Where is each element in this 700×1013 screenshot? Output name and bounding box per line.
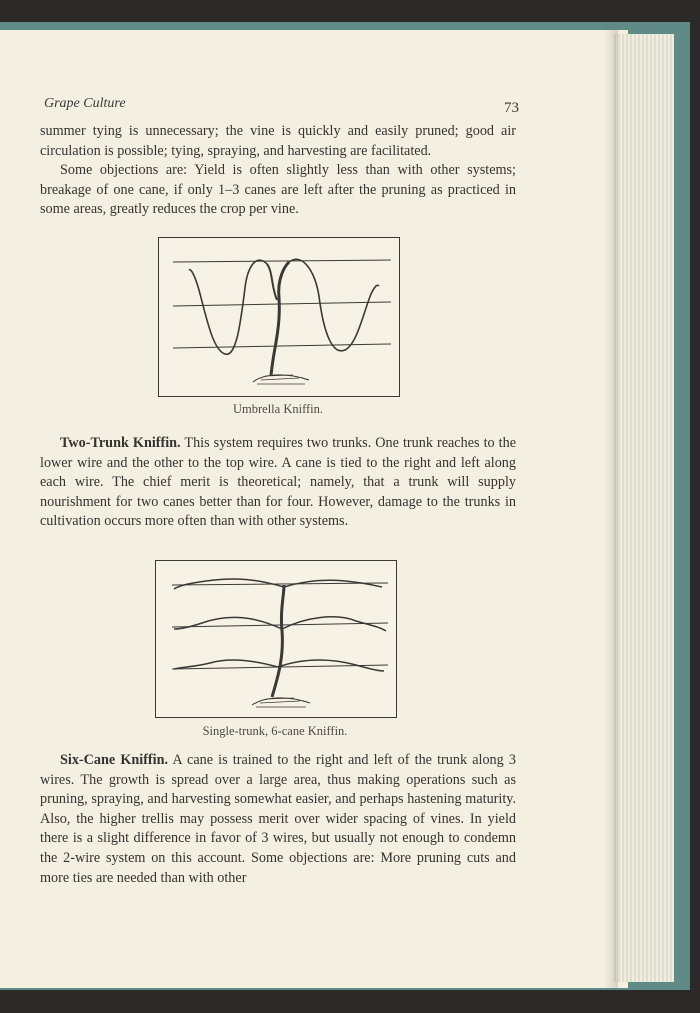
paragraph-3-body: This system requires two trunks. One trunk reaches to the lower wire and the other to the top wire. A cane is tied to the right and left along each wire. The chief merit is theoretical; namely, that a trunk will supply nourishment for two canes better than for four. However, damage to the trunks in cultivation occurs more often than with other systems.	[40, 435, 516, 530]
middle-wire	[172, 623, 388, 627]
left-cane	[189, 260, 267, 354]
ground-mound	[253, 375, 309, 382]
figure-1-caption: Umbrella Kniffin.	[232, 402, 324, 416]
vine-trunk	[272, 585, 284, 697]
page-edges	[612, 34, 674, 982]
paragraph-3	[40, 434, 516, 532]
vine-trunk	[271, 262, 289, 376]
running-head: Grape Culture	[44, 96, 126, 111]
figure-2-caption: Single-trunk, 6-cane Kniffin.	[202, 724, 348, 738]
middle-wire	[173, 302, 391, 306]
paragraph-1: summer tying is unnecessary; the vine is quickly and easily pruned; good air circulation is possible; tying, spraying, and harvesting are facilitated.	[40, 123, 516, 159]
top-wire	[172, 583, 388, 585]
section-heading-two-trunk: Two-Trunk Kniffin.	[60, 435, 181, 451]
right-cane	[289, 259, 379, 350]
top-wire	[173, 260, 391, 262]
paragraph-4-body: A cane is trained to the right and left of the trunk along 3 wires. The growth is spread over a large area, thus making operations such as pruning, spraying, and harvesting somewhat easier, and perhaps hastening maturity. Also, the higher trellis may possess merit over wider spacing of vines. In yield there is a slight difference in favor of 3 wires, but usually not enough to condemn the 2-wire system on this account. Some objections are: More pruning cuts and more ties are needed than with other	[40, 752, 516, 886]
figure-six-cane-kniffin	[155, 560, 397, 718]
gutter-shadow	[604, 30, 618, 988]
bottom-wire	[173, 344, 391, 348]
middle-left-cane	[174, 617, 282, 629]
figure-umbrella-kniffin	[158, 237, 400, 397]
six-cane-kniffin-illustration	[156, 561, 396, 717]
ground-mound	[252, 698, 310, 705]
section-heading-six-cane: Six-Cane Kniffin.	[60, 752, 169, 768]
paragraph-2: Some objections are: Yield is often slightly less than with other systems; breakage of one cane, if only 1–3 canes are left after the pruning as practiced in some areas, greatly reduces the crop per vine.	[40, 162, 516, 218]
paragraph-4	[40, 751, 516, 888]
umbrella-kniffin-illustration	[159, 238, 399, 396]
vine-trunk-branch	[267, 264, 277, 300]
page-number: 73	[504, 100, 519, 116]
